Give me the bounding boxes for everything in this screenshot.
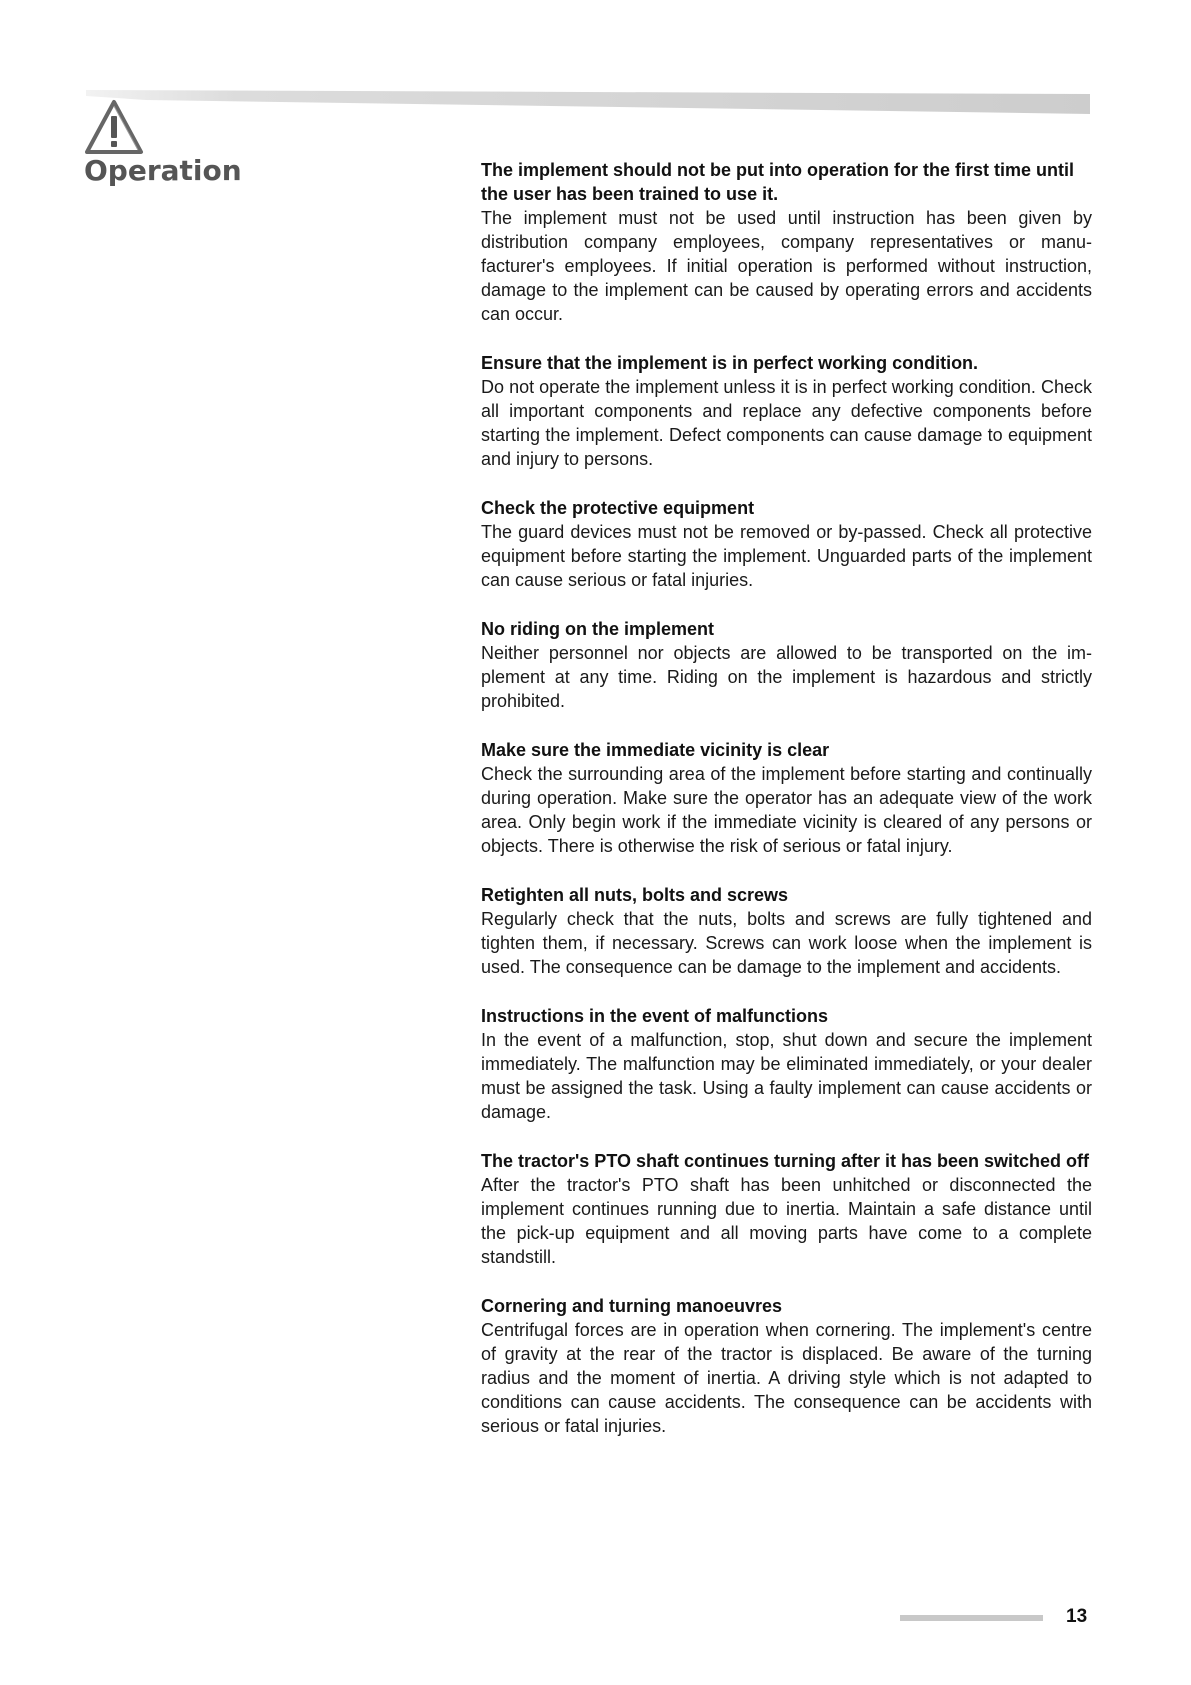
- instruction-block-condition: [481, 351, 1092, 471]
- section-title: Operation: [84, 154, 242, 187]
- block-body: The guard devices must not be removed or by-passed. Check all protective equipment before starting the implement. Unguarded parts of the implement can cause serious or fatal injuries.: [481, 522, 1092, 590]
- block-body: Centrifugal forces are in operation when cornering. The implement's centre of gravity at the rear of the tractor is displaced. Be aware of the turning radius and the moment of inertia. A driving style which is not adapted to conditions can cause accidents. The consequence can be accidents with serious or fatal injuries.: [481, 1320, 1092, 1436]
- block-heading: Make sure the immediate vicinity is clear: [481, 740, 830, 760]
- block-heading: Check the protective equipment: [481, 498, 755, 518]
- block-heading: Ensure that the implement is in perfect working condition.: [481, 353, 979, 373]
- instruction-block-protective-equipment: [481, 496, 1092, 592]
- instruction-block-retighten: [481, 883, 1092, 979]
- header-rule: [86, 90, 1090, 114]
- warning-triangle-icon: [84, 99, 144, 156]
- instruction-block-training: [481, 158, 1092, 326]
- instruction-block-cornering: [481, 1294, 1092, 1438]
- block-heading: The tractor's PTO shaft continues turning after it has been switched off: [481, 1151, 1090, 1171]
- block-heading: No riding on the implement: [481, 619, 714, 639]
- page-number: 13: [1066, 1606, 1088, 1627]
- footer-rule: [900, 1615, 1043, 1621]
- block-body: Check the surrounding area of the implement before starting and continually during operation. Make sure the operator has an adequate view of the work area. Only begin work if the immediate vicinity is cleared of any persons or objects. There is otherwise the risk of serious or fatal injury.: [481, 764, 1092, 856]
- block-heading: The implement should not be put into operation for the first time until the user has been trained to use it.: [481, 160, 1074, 204]
- block-body: In the event of a malfunction, stop, shut down and secure the implement immediately. The malfunction may be eliminated immediately, or your dealer must be assigned the task. Using a faulty implement can cause accidents or damage.: [481, 1030, 1092, 1122]
- instruction-block-pto-shaft: [481, 1149, 1092, 1269]
- instruction-block-vicinity: [481, 738, 1092, 858]
- block-heading: Instructions in the event of malfunctions: [481, 1006, 829, 1026]
- block-body: The implement must not be used until instruction has been given by distribution company employees, company representatives or manufacturer's employees. If initial operation is performed without instruction, damage to the implement can be caused by operating errors and accidents can occur.: [481, 208, 1092, 324]
- safety-instructions: [481, 158, 1092, 1463]
- block-body: Do not operate the implement unless it is in perfect working condition. Check all important components and replace any defective components before starting the implement. Defect components can cause damage to equipment and injury to persons.: [481, 377, 1092, 469]
- block-heading: Cornering and turning manoeuvres: [481, 1296, 783, 1316]
- instruction-block-no-riding: [481, 617, 1092, 713]
- block-body: Regularly check that the nuts, bolts and screws are fully tightened and tighten them, if necessary. Screws can work loose when the implement is used. The consequence can be damage to the implement and accidents.: [481, 909, 1092, 977]
- instruction-block-malfunctions: [481, 1004, 1092, 1124]
- block-body: Neither personnel nor objects are allowed to be transported on the implement at any time. Riding on the implement is hazardous and strictly prohibited.: [481, 643, 1092, 711]
- block-heading: Retighten all nuts, bolts and screws: [481, 885, 789, 905]
- block-body: After the tractor's PTO shaft has been unhitched or disconnected the implement continues running due to inertia. Maintain a safe distance until the pick-up equipment and all moving parts have come to a complete standstill.: [481, 1175, 1092, 1267]
